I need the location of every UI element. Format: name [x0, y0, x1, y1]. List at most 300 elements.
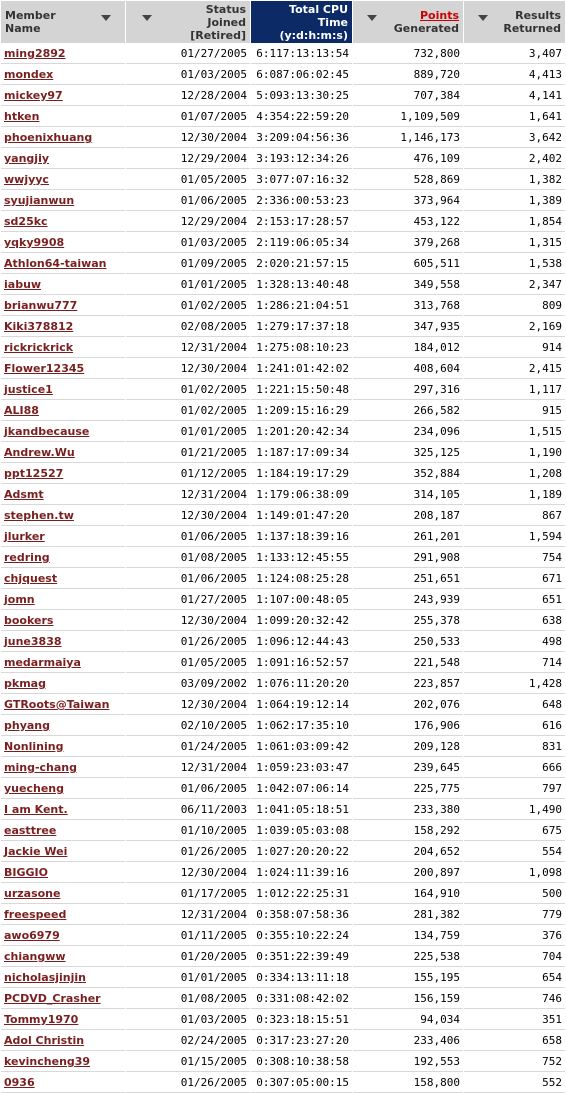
cpu-time-cell: 3:077:07:16:32: [251, 170, 352, 190]
table-row: [1, 968, 565, 988]
points-cell: 707,384: [353, 86, 463, 106]
sort-member-dropdown-icon[interactable]: [101, 15, 111, 21]
member-name-cell: [1, 170, 125, 190]
joined-date-cell: 12/31/2004: [126, 905, 250, 925]
points-cell: 352,884: [353, 464, 463, 484]
member-name-link[interactable]: PCDVD_Crasher: [4, 992, 101, 1005]
member-name-cell: [1, 86, 125, 106]
points-cell: 408,604: [353, 359, 463, 379]
table-row: [1, 443, 565, 463]
member-name-link[interactable]: chiangww: [4, 950, 66, 963]
joined-date-cell: 01/03/2005: [126, 1010, 250, 1030]
results-cell: 1,428: [464, 674, 565, 694]
points-cell: 349,558: [353, 275, 463, 295]
points-cell: 158,292: [353, 821, 463, 841]
joined-date-cell: 12/29/2004: [126, 149, 250, 169]
joined-date-cell: 02/10/2005: [126, 716, 250, 736]
joined-date-cell: 12/31/2004: [126, 338, 250, 358]
cpu-time-cell: 1:184:19:17:29: [251, 464, 352, 484]
results-cell: 648: [464, 695, 565, 715]
member-name-link[interactable]: mondex: [4, 68, 54, 81]
member-name-link[interactable]: freespeed: [4, 908, 67, 921]
points-cell: 379,268: [353, 233, 463, 253]
member-header-line1: Member: [5, 9, 56, 22]
table-body: [1, 44, 565, 1093]
member-name-link[interactable]: ming-chang: [4, 761, 77, 774]
points-cell: 250,533: [353, 632, 463, 652]
joined-date-cell: 01/06/2005: [126, 191, 250, 211]
table-row: [1, 800, 565, 820]
points-cell: 233,406: [353, 1031, 463, 1051]
results-cell: 1,594: [464, 527, 565, 547]
cpu-time-cell: 1:091:16:52:57: [251, 653, 352, 673]
results-cell: 2,169: [464, 317, 565, 337]
points-cell: 1,109,509: [353, 107, 463, 127]
results-cell: 1,490: [464, 800, 565, 820]
member-name-cell: [1, 212, 125, 232]
points-cell: 255,378: [353, 611, 463, 631]
member-name-cell: [1, 632, 125, 652]
table-row: [1, 485, 565, 505]
table-row: [1, 611, 565, 631]
points-cell: 325,125: [353, 443, 463, 463]
cpu-time-cell: 1:124:08:25:28: [251, 569, 352, 589]
cpu-time-cell: 1:201:20:42:34: [251, 422, 352, 442]
points-cell: 243,939: [353, 590, 463, 610]
member-name-link[interactable]: june3838: [4, 635, 62, 648]
member-name-cell: [1, 443, 125, 463]
cpu-time-cell: 0:331:08:42:02: [251, 989, 352, 1009]
cpu-header-line2: Time: [317, 15, 348, 29]
cpu-time-cell: 1:221:15:50:48: [251, 380, 352, 400]
cpu-time-cell: 1:179:06:38:09: [251, 485, 352, 505]
joined-date-cell: 01/11/2005: [126, 926, 250, 946]
member-name-link[interactable]: ming2892: [4, 47, 66, 60]
cpu-time-cell: 1:012:22:25:31: [251, 884, 352, 904]
table-row: [1, 128, 565, 148]
member-name-cell: [1, 401, 125, 421]
status-header-line2: Joined: [207, 15, 246, 29]
cpu-time-cell: 0:323:18:15:51: [251, 1010, 352, 1030]
joined-date-cell: 01/26/2005: [126, 632, 250, 652]
points-cell: 261,201: [353, 527, 463, 547]
results-cell: 704: [464, 947, 565, 967]
results-header-line1: Results: [515, 9, 561, 22]
table-row: [1, 296, 565, 316]
table-row: [1, 695, 565, 715]
points-generated-header: [353, 1, 463, 43]
results-cell: 4,413: [464, 65, 565, 85]
member-name-link[interactable]: easttree: [4, 824, 57, 837]
table-row: [1, 632, 565, 652]
member-name-link[interactable]: Adol Christin: [4, 1034, 85, 1047]
joined-date-cell: 01/06/2005: [126, 527, 250, 547]
results-cell: 351: [464, 1010, 565, 1030]
cpu-time-cell: 1:241:01:42:02: [251, 359, 352, 379]
member-name-link[interactable]: yqky9908: [4, 236, 65, 249]
table-row: [1, 359, 565, 379]
member-name-link[interactable]: chjquest: [4, 572, 58, 585]
table-row: [1, 653, 565, 673]
points-cell: 155,195: [353, 968, 463, 988]
points-cell: 297,316: [353, 380, 463, 400]
points-cell: 281,382: [353, 905, 463, 925]
results-cell: 638: [464, 611, 565, 631]
member-name-cell: [1, 926, 125, 946]
member-name-link[interactable]: iabuw: [4, 278, 42, 291]
cpu-time-cell: 1:328:13:40:48: [251, 275, 352, 295]
table-row: [1, 947, 565, 967]
results-cell: 1,098: [464, 863, 565, 883]
status-joined-header: [126, 1, 250, 43]
status-header-line3: [Retired]: [190, 28, 246, 42]
cpu-time-cell: 1:041:05:18:51: [251, 800, 352, 820]
points-cell: 184,012: [353, 338, 463, 358]
results-cell: 1,190: [464, 443, 565, 463]
table-header-row: [1, 1, 565, 43]
joined-date-cell: 01/21/2005: [126, 443, 250, 463]
member-name-link[interactable]: jkandbecause: [4, 425, 90, 438]
results-cell: 616: [464, 716, 565, 736]
member-name-cell: [1, 821, 125, 841]
cpu-time-cell: 5:093:13:30:25: [251, 86, 352, 106]
cpu-time-cell: 0:317:23:27:20: [251, 1031, 352, 1051]
member-name-link[interactable]: Andrew.Wu: [4, 446, 75, 459]
cpu-time-cell: 0:355:10:22:24: [251, 926, 352, 946]
cpu-time-cell: 2:153:17:28:57: [251, 212, 352, 232]
cpu-time-cell: 1:209:15:16:29: [251, 401, 352, 421]
member-name-cell: [1, 128, 125, 148]
cpu-time-cell: 1:027:20:20:22: [251, 842, 352, 862]
member-name-link[interactable]: Tommy1970: [4, 1013, 79, 1026]
points-cell: 225,775: [353, 779, 463, 799]
cpu-time-cell: 1:099:20:32:42: [251, 611, 352, 631]
points-cell: 889,720: [353, 65, 463, 85]
joined-date-cell: 01/26/2005: [126, 1073, 250, 1093]
points-cell: 373,964: [353, 191, 463, 211]
member-name-link[interactable]: mickey97: [4, 89, 63, 102]
points-cell: 347,935: [353, 317, 463, 337]
table-row: [1, 212, 565, 232]
results-cell: 666: [464, 758, 565, 778]
member-name-cell: [1, 107, 125, 127]
table-row: [1, 275, 565, 295]
member-name-link[interactable]: justice1: [4, 383, 53, 396]
cpu-time-cell: 3:209:04:56:36: [251, 128, 352, 148]
member-name-link[interactable]: I am Kent.: [4, 803, 68, 816]
points-cell: 251,651: [353, 569, 463, 589]
table-row: [1, 65, 565, 85]
member-name-link[interactable]: nicholasjinjin: [4, 971, 86, 984]
table-row: [1, 821, 565, 841]
member-name-cell: [1, 506, 125, 526]
sort-results-dropdown-icon[interactable]: [478, 15, 488, 21]
table-row: [1, 590, 565, 610]
table-row: [1, 464, 565, 484]
joined-date-cell: 12/30/2004: [126, 128, 250, 148]
member-name-link[interactable]: BIGGIO: [4, 866, 48, 879]
points-cell: 204,652: [353, 842, 463, 862]
results-returned-header: [464, 1, 565, 43]
table-row: [1, 884, 565, 904]
member-name-link[interactable]: bookers: [4, 614, 54, 627]
points-cell: 605,511: [353, 254, 463, 274]
member-name-link[interactable]: redring: [4, 551, 50, 564]
joined-date-cell: 01/02/2005: [126, 380, 250, 400]
joined-date-cell: 01/01/2005: [126, 422, 250, 442]
results-cell: 651: [464, 590, 565, 610]
member-name-cell: [1, 65, 125, 85]
table-row: [1, 926, 565, 946]
member-name-cell: [1, 758, 125, 778]
member-name-cell: [1, 884, 125, 904]
cpu-time-cell: 1:137:18:39:16: [251, 527, 352, 547]
cpu-time-cell: 2:336:00:53:23: [251, 191, 352, 211]
cpu-time-cell: 0:307:05:00:15: [251, 1073, 352, 1093]
member-name-link[interactable]: htken: [4, 110, 40, 123]
table-row: [1, 149, 565, 169]
results-cell: 4,141: [464, 86, 565, 106]
member-name-cell: [1, 359, 125, 379]
member-name-cell: [1, 317, 125, 337]
joined-date-cell: 01/27/2005: [126, 44, 250, 64]
results-cell: 1,538: [464, 254, 565, 274]
table-row: [1, 989, 565, 1009]
member-name-cell: [1, 905, 125, 925]
cpu-time-cell: 1:149:01:47:20: [251, 506, 352, 526]
member-name-cell: [1, 275, 125, 295]
cpu-time-cell: 1:024:11:39:16: [251, 863, 352, 883]
member-name-cell: [1, 1010, 125, 1030]
member-name-cell: [1, 464, 125, 484]
table-row: [1, 758, 565, 778]
member-name-link[interactable]: jlurker: [4, 530, 45, 543]
cpu-time-cell: 6:117:13:13:54: [251, 44, 352, 64]
table-row: [1, 380, 565, 400]
table-row: [1, 233, 565, 253]
member-name-link[interactable]: pkmag: [4, 677, 46, 690]
results-cell: 654: [464, 968, 565, 988]
member-header-line2: Name: [5, 22, 41, 35]
results-cell: 552: [464, 1073, 565, 1093]
member-name-link[interactable]: syujianwun: [4, 194, 75, 207]
points-cell: 200,897: [353, 863, 463, 883]
results-cell: 797: [464, 779, 565, 799]
results-cell: 554: [464, 842, 565, 862]
table-row: [1, 905, 565, 925]
member-name-cell: [1, 149, 125, 169]
table-row: [1, 548, 565, 568]
table-row: [1, 779, 565, 799]
member-name-link[interactable]: jomn: [4, 593, 35, 606]
points-sort-link[interactable]: Points: [419, 9, 459, 22]
cpu-time-cell: 6:087:06:02:45: [251, 65, 352, 85]
joined-date-cell: 01/10/2005: [126, 821, 250, 841]
results-cell: 714: [464, 653, 565, 673]
member-name-cell: [1, 338, 125, 358]
member-name-cell: [1, 1073, 125, 1093]
joined-date-cell: 12/28/2004: [126, 86, 250, 106]
cpu-time-cell: 1:039:05:03:08: [251, 821, 352, 841]
joined-date-cell: 01/27/2005: [126, 590, 250, 610]
cpu-time-cell: 1:059:23:03:47: [251, 758, 352, 778]
cpu-time-cell: 1:042:07:06:14: [251, 779, 352, 799]
results-cell: 1,315: [464, 233, 565, 253]
member-name-cell: [1, 737, 125, 757]
member-name-link[interactable]: 0936: [4, 1076, 35, 1089]
joined-date-cell: 01/20/2005: [126, 947, 250, 967]
member-name-link[interactable]: Flower12345: [4, 362, 85, 375]
points-cell: 221,548: [353, 653, 463, 673]
points-cell: 234,096: [353, 422, 463, 442]
member-name-cell: [1, 254, 125, 274]
cpu-time-cell: 1:279:17:37:18: [251, 317, 352, 337]
member-name-cell: [1, 653, 125, 673]
member-name-link[interactable]: Jackie Wei: [4, 845, 68, 858]
results-cell: 2,415: [464, 359, 565, 379]
results-cell: 831: [464, 737, 565, 757]
member-name-cell: [1, 191, 125, 211]
results-cell: 498: [464, 632, 565, 652]
member-name-link[interactable]: awo6979: [4, 929, 60, 942]
cpu-time-cell: 1:076:11:20:20: [251, 674, 352, 694]
member-name-cell: [1, 1052, 125, 1072]
joined-date-cell: 12/30/2004: [126, 359, 250, 379]
member-name-cell: [1, 569, 125, 589]
member-name-link[interactable]: yangjiy: [4, 152, 50, 165]
joined-date-cell: 02/08/2005: [126, 317, 250, 337]
points-cell: 94,034: [353, 1010, 463, 1030]
points-cell: 476,109: [353, 149, 463, 169]
cpu-time-cell: 1:062:17:35:10: [251, 716, 352, 736]
member-name-link[interactable]: GTRoots@Taiwan: [4, 698, 110, 711]
member-name-cell: [1, 842, 125, 862]
member-name-link[interactable]: phoenixhuang: [4, 131, 93, 144]
table-row: [1, 863, 565, 883]
member-name-link[interactable]: Adsmt: [4, 488, 44, 501]
member-name-link[interactable]: yuecheng: [4, 782, 64, 795]
points-cell: 453,122: [353, 212, 463, 232]
member-name-link[interactable]: medarmaiya: [4, 656, 81, 669]
points-cell: 209,128: [353, 737, 463, 757]
member-name-link[interactable]: brianwu777: [4, 299, 78, 312]
member-name-cell: [1, 422, 125, 442]
table-row: [1, 401, 565, 421]
member-name-cell: [1, 947, 125, 967]
joined-date-cell: 01/01/2005: [126, 968, 250, 988]
results-cell: 376: [464, 926, 565, 946]
member-name-link[interactable]: Athlon64-taiwan: [4, 257, 107, 270]
points-cell: 732,800: [353, 44, 463, 64]
member-name-link[interactable]: phyang: [4, 719, 51, 732]
member-name-link[interactable]: ALI88: [4, 404, 39, 417]
joined-date-cell: 01/26/2005: [126, 842, 250, 862]
results-cell: 809: [464, 296, 565, 316]
joined-date-cell: 06/11/2003: [126, 800, 250, 820]
member-name-cell: [1, 674, 125, 694]
cpu-header-line1: Total CPU: [289, 2, 348, 16]
table-row: [1, 716, 565, 736]
cpu-time-cell: 1:107:00:48:05: [251, 590, 352, 610]
table-row: [1, 338, 565, 358]
points-cell: 266,582: [353, 401, 463, 421]
cpu-time-cell: 0:308:10:38:58: [251, 1052, 352, 1072]
member-name-cell: [1, 548, 125, 568]
results-cell: 675: [464, 821, 565, 841]
member-name-cell: [1, 380, 125, 400]
points-cell: 1,146,173: [353, 128, 463, 148]
joined-date-cell: 03/09/2002: [126, 674, 250, 694]
member-name-cell: [1, 1031, 125, 1051]
joined-date-cell: 01/17/2005: [126, 884, 250, 904]
member-name-link[interactable]: sd25kc: [4, 215, 48, 228]
cpu-time-cell: 1:275:08:10:23: [251, 338, 352, 358]
results-cell: 914: [464, 338, 565, 358]
joined-date-cell: 12/30/2004: [126, 863, 250, 883]
joined-date-cell: 01/02/2005: [126, 401, 250, 421]
member-name-cell: [1, 44, 125, 64]
cpu-time-cell: 3:193:12:34:26: [251, 149, 352, 169]
points-cell: 313,768: [353, 296, 463, 316]
results-cell: 1,189: [464, 485, 565, 505]
table-row: [1, 737, 565, 757]
member-name-cell: [1, 527, 125, 547]
results-cell: 2,347: [464, 275, 565, 295]
member-name-link[interactable]: Nonlining: [4, 740, 64, 753]
member-name-link[interactable]: urzasone: [4, 887, 61, 900]
joined-date-cell: 01/05/2005: [126, 653, 250, 673]
member-name-link[interactable]: rickrickrick: [4, 341, 74, 354]
member-name-link[interactable]: wwjyyc: [4, 173, 49, 186]
member-name-cell: [1, 695, 125, 715]
points-cell: 208,187: [353, 506, 463, 526]
results-cell: 1,641: [464, 107, 565, 127]
points-cell: 223,857: [353, 674, 463, 694]
member-name-link[interactable]: kevincheng39: [4, 1055, 91, 1068]
results-cell: 1,389: [464, 191, 565, 211]
cpu-time-cell: 1:187:17:09:34: [251, 443, 352, 463]
joined-date-cell: 01/24/2005: [126, 737, 250, 757]
table-row: [1, 86, 565, 106]
cpu-time-cell: 2:119:06:05:34: [251, 233, 352, 253]
cpu-time-cell: 0:334:13:11:18: [251, 968, 352, 988]
cpu-time-cell: 0:351:22:39:49: [251, 947, 352, 967]
member-name-link[interactable]: ppt12527: [4, 467, 64, 480]
results-cell: 3,642: [464, 128, 565, 148]
results-cell: 779: [464, 905, 565, 925]
table-row: [1, 44, 565, 64]
joined-date-cell: 01/01/2005: [126, 275, 250, 295]
cpu-time-cell: 0:358:07:58:36: [251, 905, 352, 925]
joined-date-cell: 01/06/2005: [126, 569, 250, 589]
table-row: [1, 254, 565, 274]
joined-date-cell: 01/09/2005: [126, 254, 250, 274]
member-name-link[interactable]: Kiki378812: [4, 320, 74, 333]
table-row: [1, 1052, 565, 1072]
sort-points-dropdown-icon[interactable]: [367, 15, 377, 21]
joined-date-cell: 12/30/2004: [126, 506, 250, 526]
results-cell: 915: [464, 401, 565, 421]
joined-date-cell: 01/15/2005: [126, 1052, 250, 1072]
cpu-time-cell: 4:354:22:59:20: [251, 107, 352, 127]
cpu-time-cell: 1:064:19:12:14: [251, 695, 352, 715]
sort-status-dropdown-icon[interactable]: [142, 15, 152, 21]
member-name-link[interactable]: stephen.tw: [4, 509, 74, 522]
member-name-cell: [1, 800, 125, 820]
member-name-cell: [1, 989, 125, 1009]
results-cell: 671: [464, 569, 565, 589]
points-cell: 134,759: [353, 926, 463, 946]
